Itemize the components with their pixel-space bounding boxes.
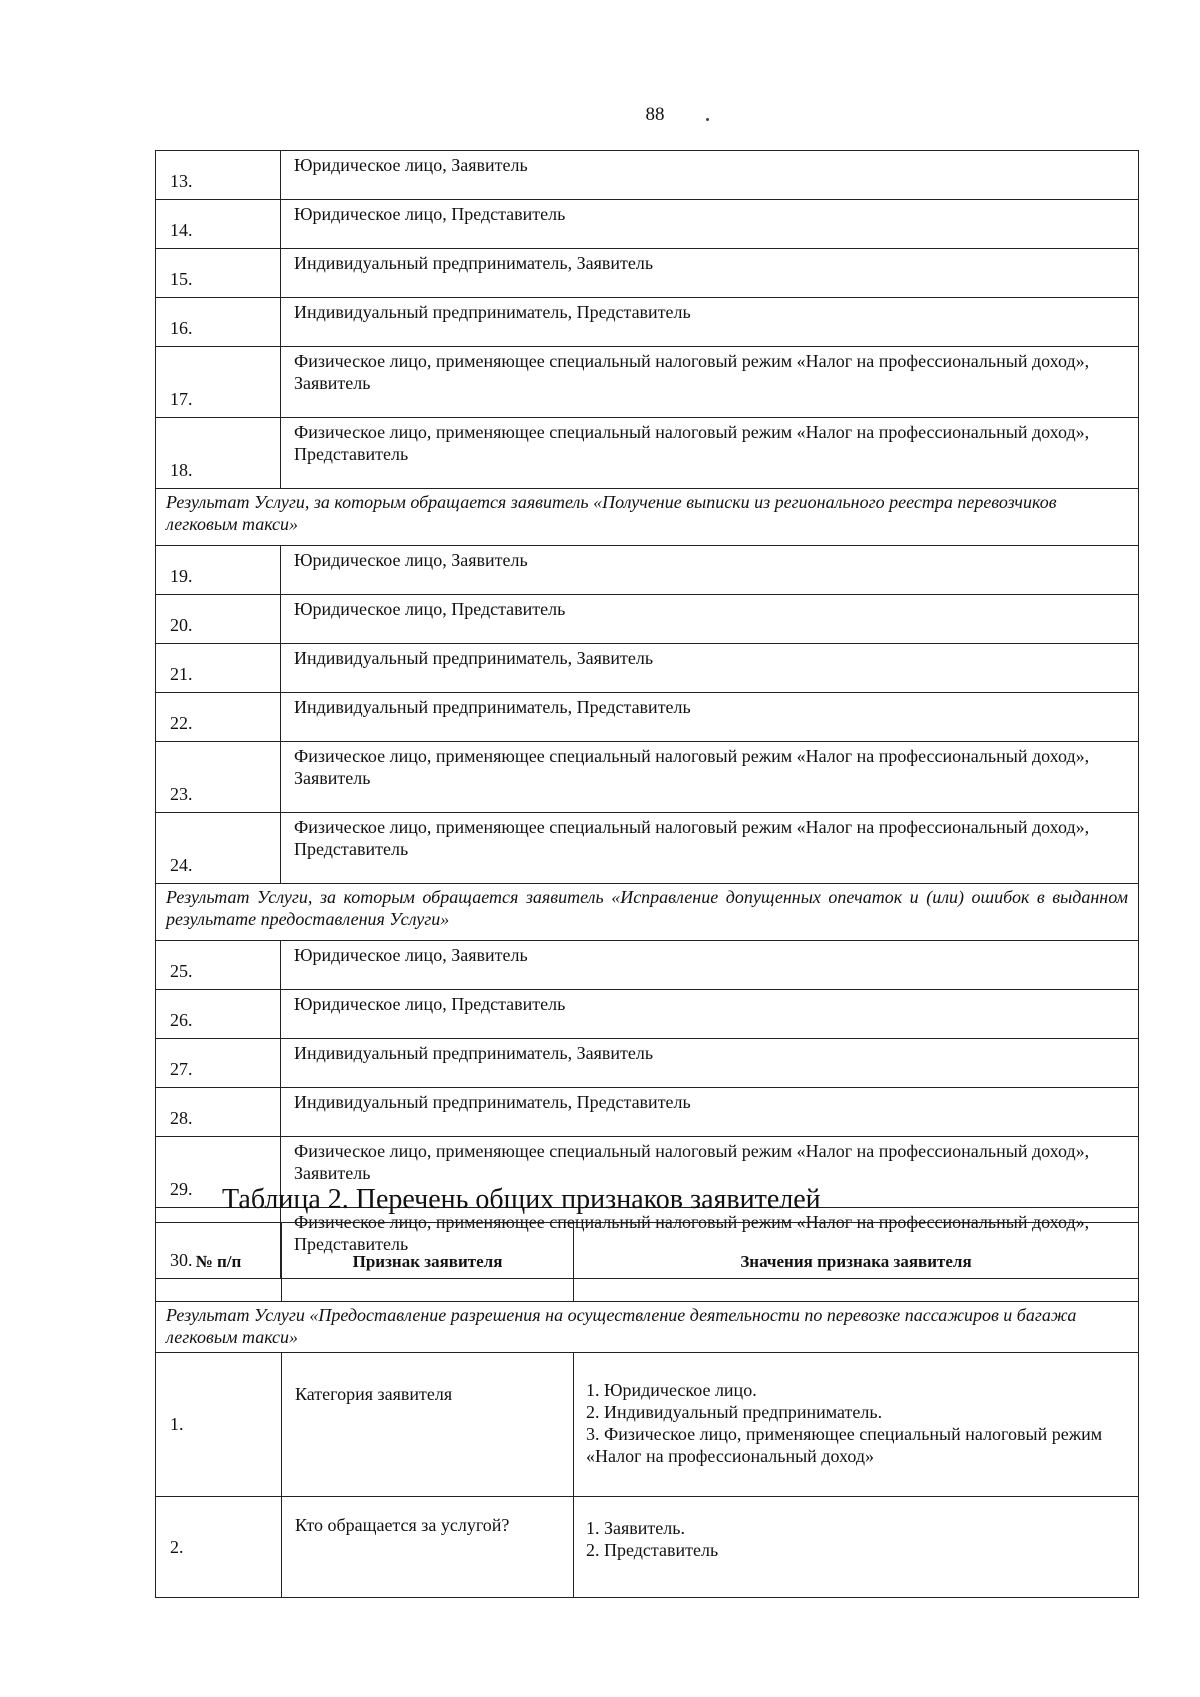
row-text: Физическое лицо, применяющее специальный налоговый режим «Налог на профессиональный доход», Представитель — [281, 418, 1139, 489]
value-item: 1. Заявитель. — [586, 1518, 685, 1538]
table-row — [156, 693, 1139, 742]
row-number: 27. — [156, 1039, 281, 1088]
table-header-row — [156, 1223, 1139, 1302]
row-text: Юридическое лицо, Заявитель — [281, 941, 1139, 990]
row-text: Юридическое лицо, Представитель — [281, 990, 1139, 1039]
feature-values — [574, 1497, 1139, 1598]
section-header-row — [156, 489, 1139, 546]
row-text: Физическое лицо, применяющее специальный налоговый режим «Налог на профессиональный доход», Заявитель — [281, 347, 1139, 418]
row-number: 30. — [156, 1208, 281, 1279]
row-text: Индивидуальный предприниматель, Заявитель — [281, 249, 1139, 298]
row-text: Индивидуальный предприниматель, Заявитель — [281, 644, 1139, 693]
row-number: 28. — [156, 1088, 281, 1137]
row-number: 13. — [156, 151, 281, 200]
row-text: Физическое лицо, применяющее специальный налоговый режим «Налог на профессиональный доход», Заявитель — [281, 742, 1139, 813]
row-text: Юридическое лицо, Представитель — [281, 200, 1139, 249]
general-applicant-features-table — [155, 1222, 1139, 1598]
section-header-row — [156, 1302, 1139, 1353]
row-number: 20. — [156, 595, 281, 644]
column-header-values: Значения признака заявителя — [574, 1223, 1139, 1302]
table-row — [156, 1088, 1139, 1137]
row-text: Индивидуальный предприниматель, Представитель — [281, 1088, 1139, 1137]
value-item: 2. Индивидуальный предприниматель. — [586, 1402, 883, 1422]
page-number: 88 — [645, 104, 665, 125]
row-text: Физическое лицо, применяющее специальный налоговый режим «Налог на профессиональный доход», Заявитель — [281, 1137, 1139, 1208]
row-text: Юридическое лицо, Представитель — [281, 595, 1139, 644]
row-text: Физическое лицо, применяющее специальный налоговый режим «Налог на профессиональный доход», Представитель — [281, 813, 1139, 884]
row-number: 14. — [156, 200, 281, 249]
row-text: Индивидуальный предприниматель, Заявитель — [281, 1039, 1139, 1088]
table-row — [156, 347, 1139, 418]
table-row — [156, 1497, 1139, 1598]
feature-name: Категория заявителя — [282, 1353, 574, 1497]
row-number: 22. — [156, 693, 281, 742]
row-number: 17. — [156, 347, 281, 418]
row-text: Индивидуальный предприниматель, Представитель — [281, 298, 1139, 347]
scan-speck — [706, 118, 709, 121]
table-row — [156, 990, 1139, 1039]
row-text: Физическое лицо, применяющее специальный налоговый режим «Налог на профессиональный доход», Представитель — [281, 1208, 1139, 1279]
row-number: 23. — [156, 742, 281, 813]
column-header-feature: Признак заявителя — [282, 1223, 574, 1302]
table-row — [156, 418, 1139, 489]
table-row — [156, 1353, 1139, 1497]
table-row — [156, 595, 1139, 644]
section-header: Результат Услуги «Предоставление разрешения на осуществление деятельности по перевозке пассажиров и багажа легковым такси» — [156, 1302, 1139, 1353]
table-row — [156, 742, 1139, 813]
value-item: 2. Представитель — [586, 1540, 719, 1560]
table-row — [156, 1039, 1139, 1088]
table-row — [156, 941, 1139, 990]
table-row — [156, 298, 1139, 347]
table-row — [156, 200, 1139, 249]
feature-values — [574, 1353, 1139, 1497]
table-row — [156, 644, 1139, 693]
row-text: Индивидуальный предприниматель, Представитель — [281, 693, 1139, 742]
row-text: Юридическое лицо, Заявитель — [281, 546, 1139, 595]
section-header: Результат Услуги, за которым обращается заявитель «Получение выписки из регионального реестра перевозчиков легковым такси» — [156, 489, 1139, 546]
table-row — [156, 249, 1139, 298]
table-row — [156, 546, 1139, 595]
row-number: 29. — [156, 1137, 281, 1208]
section-header-row — [156, 884, 1139, 941]
value-item: 3. Физическое лицо, применяющее специальный налоговый режим «Налог на профессиональный доход» — [586, 1424, 1103, 1466]
row-number: 2. — [156, 1497, 282, 1598]
row-number: 21. — [156, 644, 281, 693]
table-row — [156, 813, 1139, 884]
value-item: 1. Юридическое лицо. — [586, 1380, 757, 1400]
feature-name: Кто обращается за услугой? — [282, 1497, 574, 1598]
row-number: 26. — [156, 990, 281, 1039]
column-header-number: № п/п — [156, 1223, 282, 1302]
section-header: Результат Услуги, за которым обращается заявитель «Исправление допущенных опечаток и (или) ошибок в выданном результате предоставления Услуги» — [156, 884, 1139, 941]
table-2-title: Таблица 2. Перечень общих признаков заявителей — [222, 1184, 821, 1215]
applicant-variants-table — [155, 150, 1139, 1279]
row-number: 15. — [156, 249, 281, 298]
row-number: 19. — [156, 546, 281, 595]
table-row — [156, 151, 1139, 200]
row-text: Юридическое лицо, Заявитель — [281, 151, 1139, 200]
row-number: 25. — [156, 941, 281, 990]
row-number: 16. — [156, 298, 281, 347]
row-number: 18. — [156, 418, 281, 489]
row-number: 1. — [156, 1353, 282, 1497]
row-number: 24. — [156, 813, 281, 884]
